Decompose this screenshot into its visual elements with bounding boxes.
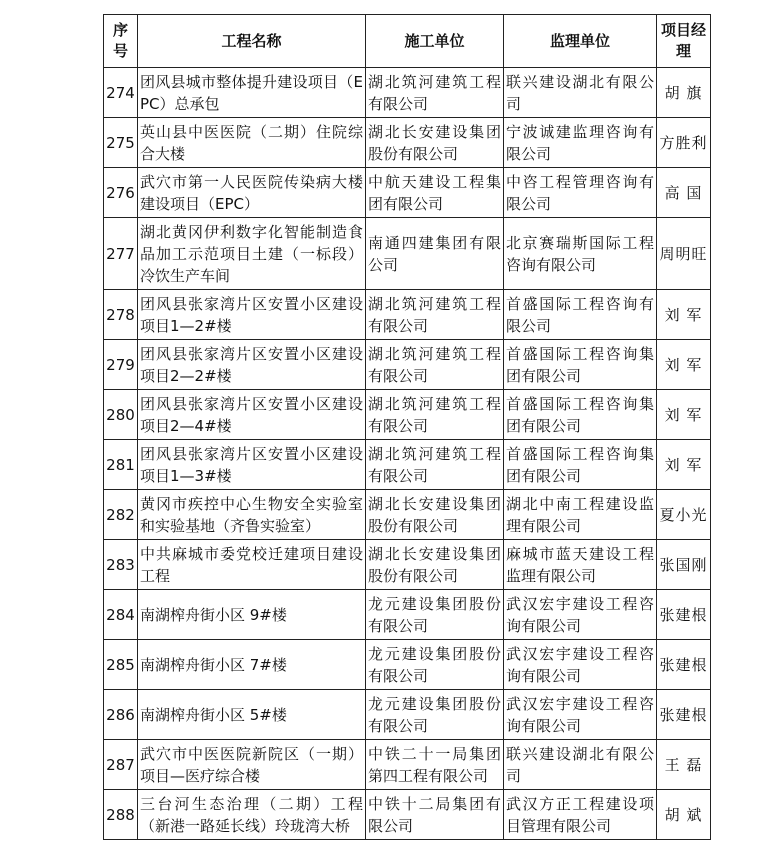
table-body (104, 68, 711, 840)
project-manager: 刘 军 (657, 440, 711, 490)
contractor-name: 湖北长安建设集团股份有限公司 (366, 118, 504, 168)
row-number: 284 (104, 590, 138, 640)
table-row (104, 168, 711, 218)
project-manager: 张建根 (657, 690, 711, 740)
project-manager: 高 国 (657, 168, 711, 218)
contractor-name: 湖北筑河建筑工程有限公司 (366, 290, 504, 340)
table-row (104, 440, 711, 490)
table-row (104, 590, 711, 640)
row-number: 281 (104, 440, 138, 490)
row-number: 286 (104, 690, 138, 740)
row-number: 282 (104, 490, 138, 540)
contractor-name: 湖北筑河建筑工程有限公司 (366, 68, 504, 118)
row-number: 283 (104, 540, 138, 590)
project-name: 武穴市第一人民医院传染病大楼建设项目（EPC） (138, 168, 366, 218)
row-number: 275 (104, 118, 138, 168)
project-manager: 刘 军 (657, 340, 711, 390)
project-name: 中共麻城市委党校迁建项目建设工程 (138, 540, 366, 590)
supervisor-name: 联兴建设湖北有限公司 (504, 68, 657, 118)
project-manager: 刘 军 (657, 390, 711, 440)
project-manager: 夏小光 (657, 490, 711, 540)
project-name: 团风县张家湾片区安置小区建设项目2—2#楼 (138, 340, 366, 390)
supervisor-name: 中咨工程管理咨询有限公司 (504, 168, 657, 218)
row-number: 274 (104, 68, 138, 118)
row-number: 276 (104, 168, 138, 218)
table-row (104, 218, 711, 290)
project-name: 团风县张家湾片区安置小区建设项目2—4#楼 (138, 390, 366, 440)
contractor-name: 中铁十二局集团有限公司 (366, 790, 504, 840)
contractor-name: 湖北长安建设集团股份有限公司 (366, 540, 504, 590)
table-row (104, 490, 711, 540)
project-manager: 胡 斌 (657, 790, 711, 840)
contractor-name: 湖北筑河建筑工程有限公司 (366, 340, 504, 390)
supervisor-name: 首盛国际工程咨询集团有限公司 (504, 440, 657, 490)
contractor-name: 龙元建设集团股份有限公司 (366, 590, 504, 640)
project-manager: 刘 军 (657, 290, 711, 340)
contractor-name: 中航天建设工程集团有限公司 (366, 168, 504, 218)
project-table (103, 14, 711, 840)
project-name: 南湖榨舟街小区 9#楼 (138, 590, 366, 640)
project-name: 南湖榨舟街小区 7#楼 (138, 640, 366, 690)
header-name: 工程名称 (138, 15, 366, 68)
contractor-name: 湖北筑河建筑工程有限公司 (366, 440, 504, 490)
project-manager: 张建根 (657, 590, 711, 640)
supervisor-name: 首盛国际工程咨询集团有限公司 (504, 340, 657, 390)
table-row (104, 118, 711, 168)
row-number: 288 (104, 790, 138, 840)
contractor-name: 龙元建设集团股份有限公司 (366, 690, 504, 740)
supervisor-name: 湖北中南工程建设监理有限公司 (504, 490, 657, 540)
project-name: 团风县张家湾片区安置小区建设项目1—2#楼 (138, 290, 366, 340)
supervisor-name: 武汉宏宇建设工程咨询有限公司 (504, 640, 657, 690)
table-row (104, 790, 711, 840)
supervisor-name: 首盛国际工程咨询集团有限公司 (504, 390, 657, 440)
contractor-name: 湖北筑河建筑工程有限公司 (366, 390, 504, 440)
project-name: 英山县中医医院（二期）住院综合大楼 (138, 118, 366, 168)
supervisor-name: 武汉宏宇建设工程咨询有限公司 (504, 590, 657, 640)
project-name: 团风县城市整体提升建设项目（EPC）总承包 (138, 68, 366, 118)
table-row (104, 690, 711, 740)
project-manager: 方胜利 (657, 118, 711, 168)
contractor-name: 龙元建设集团股份有限公司 (366, 640, 504, 690)
header-supervisor: 监理单位 (504, 15, 657, 68)
supervisor-name: 麻城市蓝天建设工程监理有限公司 (504, 540, 657, 590)
supervisor-name: 北京赛瑞斯国际工程咨询有限公司 (504, 218, 657, 290)
project-name: 南湖榨舟街小区 5#楼 (138, 690, 366, 740)
contractor-name: 南通四建集团有限公司 (366, 218, 504, 290)
contractor-name: 湖北长安建设集团股份有限公司 (366, 490, 504, 540)
project-name: 团风县张家湾片区安置小区建设项目1—3#楼 (138, 440, 366, 490)
supervisor-name: 宁波诚建监理咨询有限公司 (504, 118, 657, 168)
supervisor-name: 武汉宏宇建设工程咨询有限公司 (504, 690, 657, 740)
header-contractor: 施工单位 (366, 15, 504, 68)
project-manager: 周明旺 (657, 218, 711, 290)
project-name: 黄冈市疾控中心生物安全实验室和实验基地（齐鲁实验室） (138, 490, 366, 540)
table-row (104, 540, 711, 590)
contractor-name: 中铁二十一局集团第四工程有限公司 (366, 740, 504, 790)
supervisor-name: 联兴建设湖北有限公司 (504, 740, 657, 790)
header-row (104, 15, 711, 68)
table-row (104, 68, 711, 118)
row-number: 279 (104, 340, 138, 390)
table-row (104, 390, 711, 440)
project-manager: 王 磊 (657, 740, 711, 790)
supervisor-name: 首盛国际工程咨询有限公司 (504, 290, 657, 340)
table-row (104, 340, 711, 390)
project-name: 武穴市中医医院新院区（一期）项目—医疗综合楼 (138, 740, 366, 790)
project-manager: 张国刚 (657, 540, 711, 590)
row-number: 285 (104, 640, 138, 690)
row-number: 278 (104, 290, 138, 340)
project-manager: 胡 旗 (657, 68, 711, 118)
project-name: 三台河生态治理（二期）工程（新港一路延长线）玲珑湾大桥 (138, 790, 366, 840)
header-manager: 项目经理 (657, 15, 711, 68)
row-number: 280 (104, 390, 138, 440)
header-no: 序号 (104, 15, 138, 68)
row-number: 287 (104, 740, 138, 790)
project-name: 湖北黄冈伊利数字化智能制造食品加工示范项目土建（一标段）冷饮生产车间 (138, 218, 366, 290)
row-number: 277 (104, 218, 138, 290)
table-row (104, 290, 711, 340)
table-row (104, 740, 711, 790)
table-row (104, 640, 711, 690)
supervisor-name: 武汉方正工程建设项目管理有限公司 (504, 790, 657, 840)
project-manager: 张建根 (657, 640, 711, 690)
